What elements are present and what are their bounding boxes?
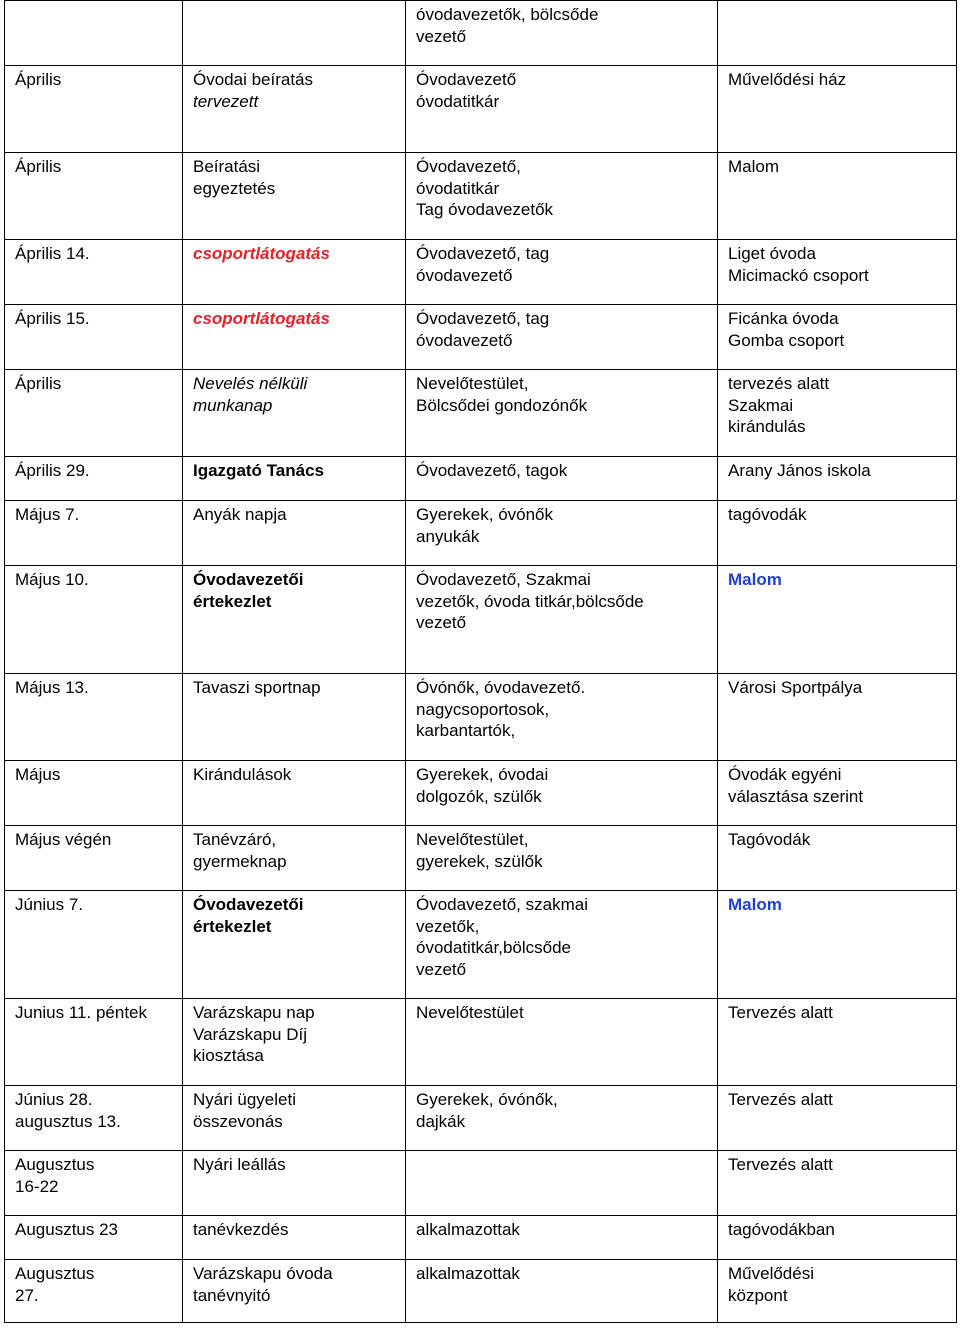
location-cell: Malom <box>718 891 957 999</box>
table-row <box>5 370 957 457</box>
event-cell: tanévkezdés <box>183 1216 406 1260</box>
date-cell: Augusztus 23 <box>5 1216 183 1260</box>
table-row <box>5 1151 957 1216</box>
table-row <box>5 1 957 66</box>
table-row <box>5 999 957 1086</box>
event-cell: Óvodavezetői értekezlet <box>183 566 406 674</box>
table-row <box>5 566 957 674</box>
event-cell <box>183 66 406 153</box>
participants-cell: Nevelőtestület, Bölcsődei gondozónők <box>406 370 718 457</box>
date-cell: Május 13. <box>5 674 183 761</box>
event-cell: Tavaszi sportnap <box>183 674 406 761</box>
event-cell: Nevelés nélküli munkanap <box>183 370 406 457</box>
location-cell: Művelődési ház <box>718 66 957 153</box>
table-row <box>5 761 957 826</box>
event-cell: Nyári ügyeleti összevonás <box>183 1086 406 1151</box>
participants-cell: alkalmazottak <box>406 1216 718 1260</box>
location-cell: Városi Sportpálya <box>718 674 957 761</box>
event-cell: Varázskapu nap Varázskapu Díj kiosztása <box>183 999 406 1086</box>
date-cell: Április 14. <box>5 240 183 305</box>
table-row <box>5 826 957 891</box>
location-cell: Arany János iskola <box>718 457 957 501</box>
date-cell: Augusztus 27. <box>5 1260 183 1323</box>
participants-cell: Gyerekek, óvónők anyukák <box>406 501 718 566</box>
location-cell: Tervezés alatt <box>718 1151 957 1216</box>
table-row <box>5 1086 957 1151</box>
location-cell: Malom <box>718 566 957 674</box>
event-cell: Kirándulások <box>183 761 406 826</box>
date-cell: Junius 11. péntek <box>5 999 183 1086</box>
location-cell: tagóvodák <box>718 501 957 566</box>
location-cell: tervezés alatt Szakmai kirándulás <box>718 370 957 457</box>
participants-cell: alkalmazottak <box>406 1260 718 1323</box>
location-cell: Tervezés alatt <box>718 999 957 1086</box>
date-cell: Június 7. <box>5 891 183 999</box>
location-cell: tagóvodákban <box>718 1216 957 1260</box>
event-cell: Igazgató Tanács <box>183 457 406 501</box>
participants-cell: Óvodavezető óvodatitkár <box>406 66 718 153</box>
schedule-table <box>4 0 957 1323</box>
date-cell: Június 28. augusztus 13. <box>5 1086 183 1151</box>
location-cell: Liget óvoda Micimackó csoport <box>718 240 957 305</box>
event-line-italic: tervezett <box>193 91 259 111</box>
event-cell: Varázskapu óvoda tanévnyitó <box>183 1260 406 1323</box>
location-cell <box>718 1 957 66</box>
table-row <box>5 66 957 153</box>
event-cell: Nyári leállás <box>183 1151 406 1216</box>
participants-cell: Óvodavezető, szakmai vezetők, óvodatitkár,bölcsőde vezető <box>406 891 718 999</box>
date-cell: Május végén <box>5 826 183 891</box>
date-cell: Április <box>5 66 183 153</box>
participants-cell: Gyerekek, óvónők, dajkák <box>406 1086 718 1151</box>
date-cell: Augusztus 16-22 <box>5 1151 183 1216</box>
participants-cell: Óvónők, óvodavezető. nagycsoportosok, karbantartók, <box>406 674 718 761</box>
event-cell: csoportlátogatás <box>183 305 406 370</box>
date-cell: Április 29. <box>5 457 183 501</box>
participants-cell: Óvodavezető, tag óvodavezető <box>406 240 718 305</box>
table-row <box>5 153 957 240</box>
participants-cell: Óvodavezető, Szakmai vezetők, óvoda titkár,bölcsőde vezető <box>406 566 718 674</box>
location-cell: Ficánka óvoda Gomba csoport <box>718 305 957 370</box>
participants-cell: Nevelőtestület, gyerekek, szülők <box>406 826 718 891</box>
location-cell: Malom <box>718 153 957 240</box>
date-cell: Május 7. <box>5 501 183 566</box>
participants-cell: Óvodavezető, tag óvodavezető <box>406 305 718 370</box>
participants-cell: Óvodavezető, tagok <box>406 457 718 501</box>
table-row <box>5 891 957 999</box>
date-cell: Április <box>5 370 183 457</box>
location-cell: Tervezés alatt <box>718 1086 957 1151</box>
table-row <box>5 674 957 761</box>
date-cell <box>5 1 183 66</box>
table-row <box>5 1260 957 1323</box>
participants-cell: Óvodavezető, óvodatitkár Tag óvodavezetők <box>406 153 718 240</box>
date-cell: Május 10. <box>5 566 183 674</box>
participants-cell <box>406 1151 718 1216</box>
event-cell: Óvodavezetői értekezlet <box>183 891 406 999</box>
table-row <box>5 1216 957 1260</box>
event-cell <box>183 1 406 66</box>
event-cell: Anyák napja <box>183 501 406 566</box>
participants-cell: óvodavezetők, bölcsőde vezető <box>406 1 718 66</box>
event-line: Óvodai beíratás <box>193 70 314 89</box>
participants-cell: Gyerekek, óvodai dolgozók, szülők <box>406 761 718 826</box>
location-cell: Óvodák egyéni választása szerint <box>718 761 957 826</box>
event-cell: Beíratási egyeztetés <box>183 153 406 240</box>
location-cell: Művelődési központ <box>718 1260 957 1323</box>
table-row <box>5 240 957 305</box>
date-cell: Május <box>5 761 183 826</box>
event-cell: Tanévzáró, gyermeknap <box>183 826 406 891</box>
date-cell: Április 15. <box>5 305 183 370</box>
table-row <box>5 305 957 370</box>
table-row <box>5 457 957 501</box>
location-cell: Tagóvodák <box>718 826 957 891</box>
participants-cell: Nevelőtestület <box>406 999 718 1086</box>
event-cell: csoportlátogatás <box>183 240 406 305</box>
table-row <box>5 501 957 566</box>
date-cell: Április <box>5 153 183 240</box>
